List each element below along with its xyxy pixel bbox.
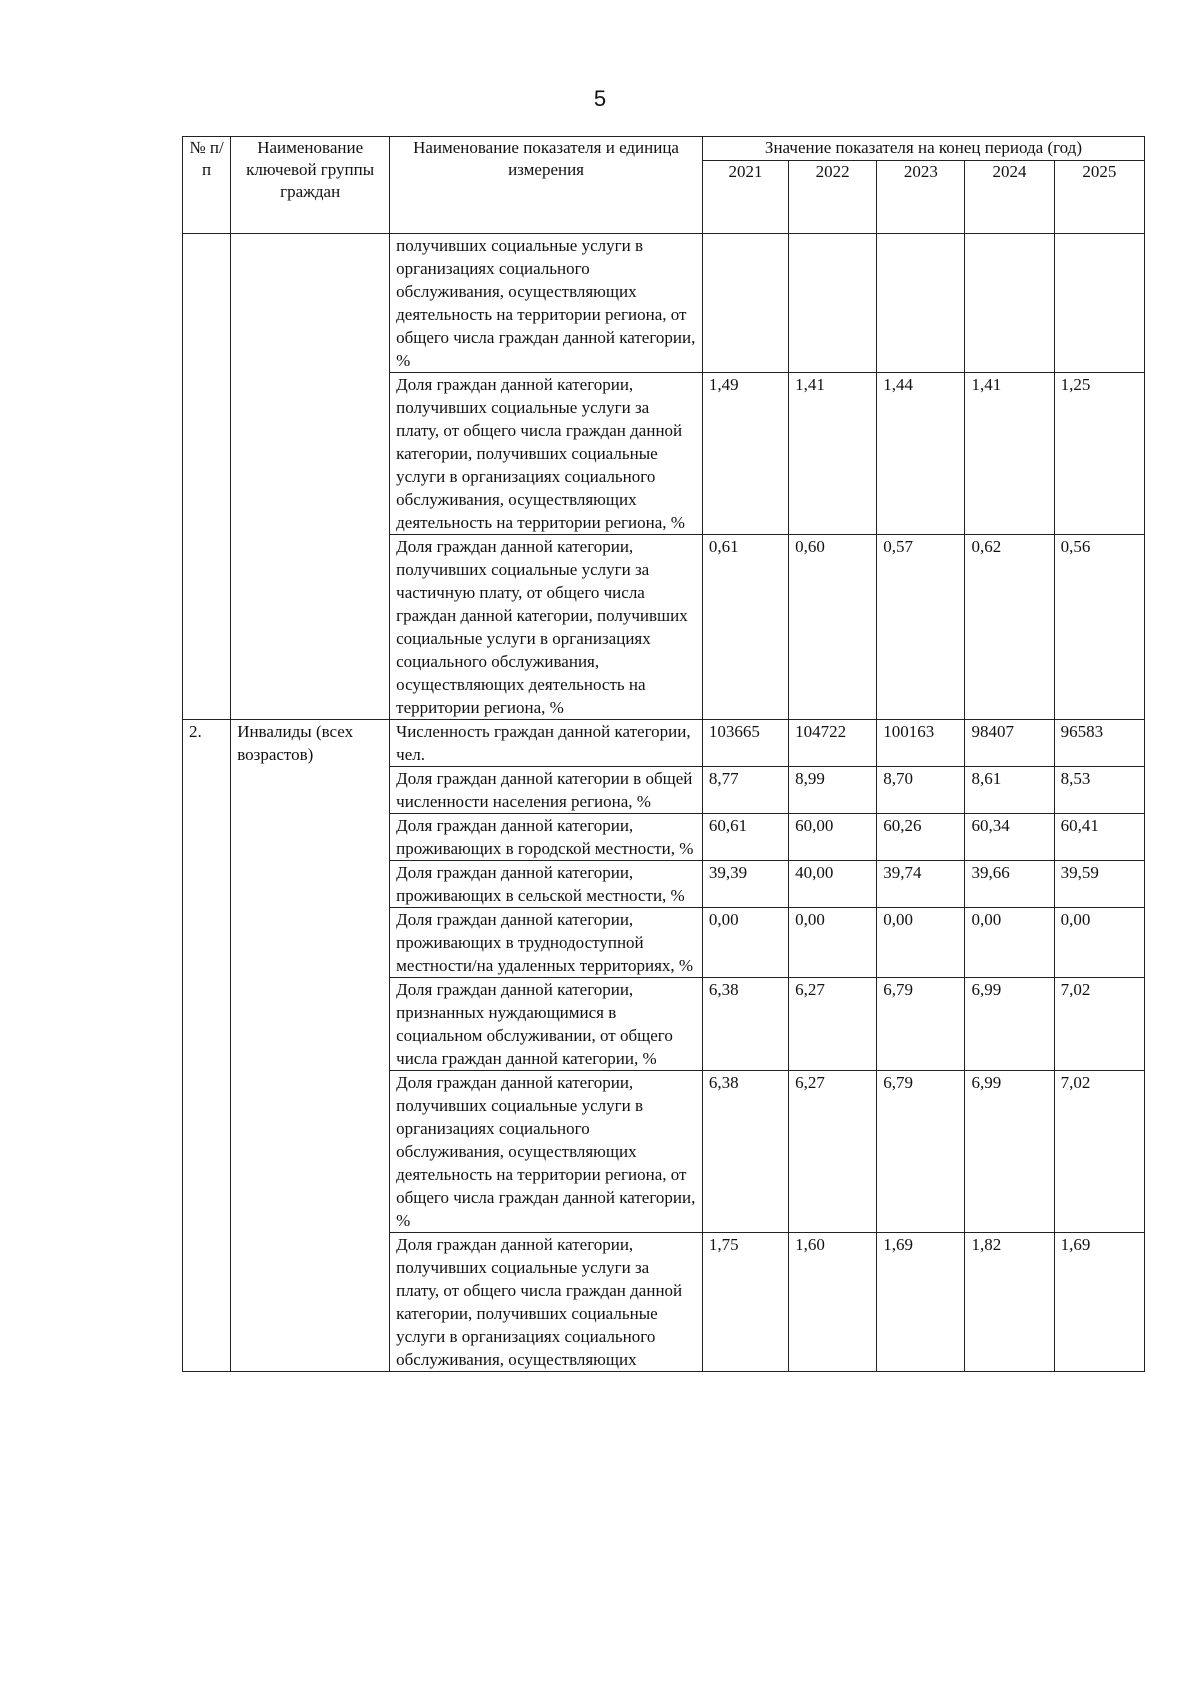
- indicator-name: Доля граждан данной категории, получивших социальные услуги в организациях социального обслуживания, осуществляющих деятельность на территории региона, от общего числа граждан данной категории, %: [390, 1071, 703, 1233]
- value-cell: 0,00: [877, 908, 965, 978]
- indicator-table: [182, 136, 1145, 1372]
- value-cell: 103665: [702, 720, 788, 767]
- value-cell: 0,00: [965, 908, 1054, 978]
- value-cell: 60,26: [877, 814, 965, 861]
- year-header: 2021: [702, 161, 788, 234]
- value-cell: [1054, 234, 1144, 373]
- value-cell: 1,41: [789, 373, 877, 535]
- header-row: [183, 137, 1145, 161]
- value-cell: 0,61: [702, 535, 788, 720]
- indicator-name: Доля граждан данной категории, признанных нуждающимися в социальном обслуживании, от общего числа граждан данной категории, %: [390, 978, 703, 1071]
- value-cell: 1,25: [1054, 373, 1144, 535]
- value-cell: [877, 234, 965, 373]
- year-header: 2022: [789, 161, 877, 234]
- value-cell: [965, 234, 1054, 373]
- value-cell: 60,34: [965, 814, 1054, 861]
- group-name: [231, 234, 390, 720]
- value-cell: 8,99: [789, 767, 877, 814]
- value-cell: 6,79: [877, 1071, 965, 1233]
- value-cell: 0,00: [789, 908, 877, 978]
- value-cell: 7,02: [1054, 978, 1144, 1071]
- value-cell: 98407: [965, 720, 1054, 767]
- value-cell: 1,69: [877, 1233, 965, 1372]
- value-cell: 39,66: [965, 861, 1054, 908]
- value-cell: 1,82: [965, 1233, 1054, 1372]
- value-cell: 60,61: [702, 814, 788, 861]
- value-cell: 8,53: [1054, 767, 1144, 814]
- indicator-name: Доля граждан данной категории, проживающих в городской местности, %: [390, 814, 703, 861]
- value-cell: 1,75: [702, 1233, 788, 1372]
- indicator-name: Доля граждан данной категории, получивших социальные услуги за плату, от общего числа граждан данной категории, получивших социальные услуги в организациях социального обслуживания, осуществляющих деятельность на территории региона, %: [390, 373, 703, 535]
- value-cell: 6,27: [789, 978, 877, 1071]
- value-cell: 39,39: [702, 861, 788, 908]
- value-cell: 7,02: [1054, 1071, 1144, 1233]
- value-cell: 0,60: [789, 535, 877, 720]
- value-cell: 0,00: [702, 908, 788, 978]
- value-cell: 6,99: [965, 978, 1054, 1071]
- table-row: [183, 720, 1145, 767]
- table-row: [183, 234, 1145, 373]
- value-cell: 6,99: [965, 1071, 1054, 1233]
- indicator-name: Доля граждан данной категории, проживающих в труднодоступной местности/на удаленных территориях, %: [390, 908, 703, 978]
- indicator-name: Доля граждан данной категории, получивших социальные услуги за плату, от общего числа граждан данной категории, получивших социальные услуги в организациях социального обслуживания, осуществляющих: [390, 1233, 703, 1372]
- indicator-name: Доля граждан данной категории, получивших социальные услуги за частичную плату, от общего числа граждан данной категории, получивших социальные услуги в организациях социального обслуживания, осуществляющих деятельность на территории региона, %: [390, 535, 703, 720]
- value-cell: 6,79: [877, 978, 965, 1071]
- value-cell: 1,44: [877, 373, 965, 535]
- indicator-name: Численность граждан данной категории, чел.: [390, 720, 703, 767]
- value-cell: 96583: [1054, 720, 1144, 767]
- col-header-indicator: Наименование показателя и единица измерения: [390, 137, 703, 234]
- indicator-name: Доля граждан данной категории в общей численности населения региона, %: [390, 767, 703, 814]
- col-header-no: № п/п: [183, 137, 231, 234]
- value-cell: 39,59: [1054, 861, 1144, 908]
- value-cell: 6,38: [702, 1071, 788, 1233]
- value-cell: 1,69: [1054, 1233, 1144, 1372]
- value-cell: 6,38: [702, 978, 788, 1071]
- indicator-name: получивших социальные услуги в организациях социального обслуживания, осуществляющих деятельность на территории региона, от общего числа граждан данной категории, %: [390, 234, 703, 373]
- value-cell: 8,70: [877, 767, 965, 814]
- row-number: [183, 234, 231, 720]
- value-cell: [789, 234, 877, 373]
- value-cell: 40,00: [789, 861, 877, 908]
- year-header: 2024: [965, 161, 1054, 234]
- value-cell: 60,41: [1054, 814, 1144, 861]
- value-cell: [702, 234, 788, 373]
- value-cell: 1,49: [702, 373, 788, 535]
- value-cell: 0,00: [1054, 908, 1144, 978]
- value-cell: 1,60: [789, 1233, 877, 1372]
- page-number: 5: [593, 86, 607, 111]
- value-cell: 39,74: [877, 861, 965, 908]
- value-cell: 8,77: [702, 767, 788, 814]
- row-number: 2.: [183, 720, 231, 1372]
- value-cell: 60,00: [789, 814, 877, 861]
- value-cell: 104722: [789, 720, 877, 767]
- value-cell: 0,56: [1054, 535, 1144, 720]
- value-cell: 6,27: [789, 1071, 877, 1233]
- year-header: 2025: [1054, 161, 1144, 234]
- value-cell: 8,61: [965, 767, 1054, 814]
- value-cell: 0,57: [877, 535, 965, 720]
- value-cell: 0,62: [965, 535, 1054, 720]
- value-cell: 100163: [877, 720, 965, 767]
- col-header-value: Значение показателя на конец периода (год): [702, 137, 1144, 161]
- group-name: Инвалиды (всех возрастов): [231, 720, 390, 1372]
- col-header-group: Наименование ключевой группы граждан: [231, 137, 390, 234]
- value-cell: 1,41: [965, 373, 1054, 535]
- year-header: 2023: [877, 161, 965, 234]
- indicator-name: Доля граждан данной категории, проживающих в сельской местности, %: [390, 861, 703, 908]
